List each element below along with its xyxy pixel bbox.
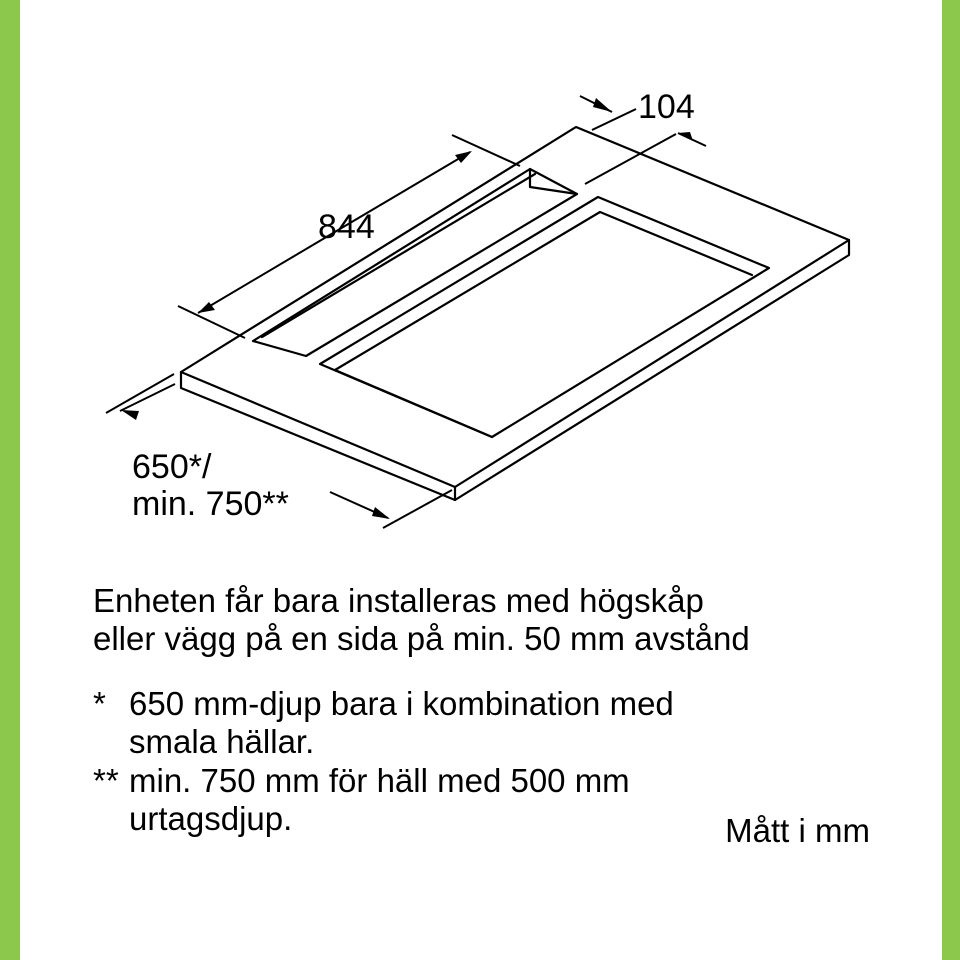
arrow-650-right (372, 507, 390, 519)
arrow-844-top (455, 151, 472, 163)
installation-note-line1: Enheten får bara installeras med högskåp (93, 582, 704, 619)
dim-depth-line2: min. 750** (132, 485, 289, 523)
arrow-104-right (678, 132, 693, 141)
footnote-1-mark: * (93, 685, 106, 722)
dim-844: 844 (318, 208, 375, 246)
page (20, 0, 942, 960)
narrow-cutout (253, 169, 577, 356)
installation-note-line2: eller vägg på en sida på min. 50 mm avstånd (93, 620, 750, 657)
dim-104: 104 (638, 88, 695, 126)
units-label: Mått i mm (725, 812, 870, 849)
worktop-front-edge (181, 240, 849, 500)
footnote-1-line1: 650 mm-djup bara i kombination med (129, 685, 674, 722)
main-cutout (320, 197, 769, 437)
worktop-cutout-drawing (20, 0, 942, 580)
footnote-1-line2: smala hällar. (129, 723, 315, 760)
footnote-2-line1: min. 750 mm för häll med 500 mm (129, 762, 630, 799)
arrow-650-left (121, 410, 139, 420)
footnote-2-mark: ** (93, 762, 119, 799)
installation-note (93, 582, 750, 658)
worktop-top-face (181, 127, 849, 487)
arrow-104-left (593, 98, 612, 112)
dim-depth-line1: 650*/ (132, 448, 212, 486)
footnote-2-line2: urtagsdjup. (129, 800, 293, 837)
